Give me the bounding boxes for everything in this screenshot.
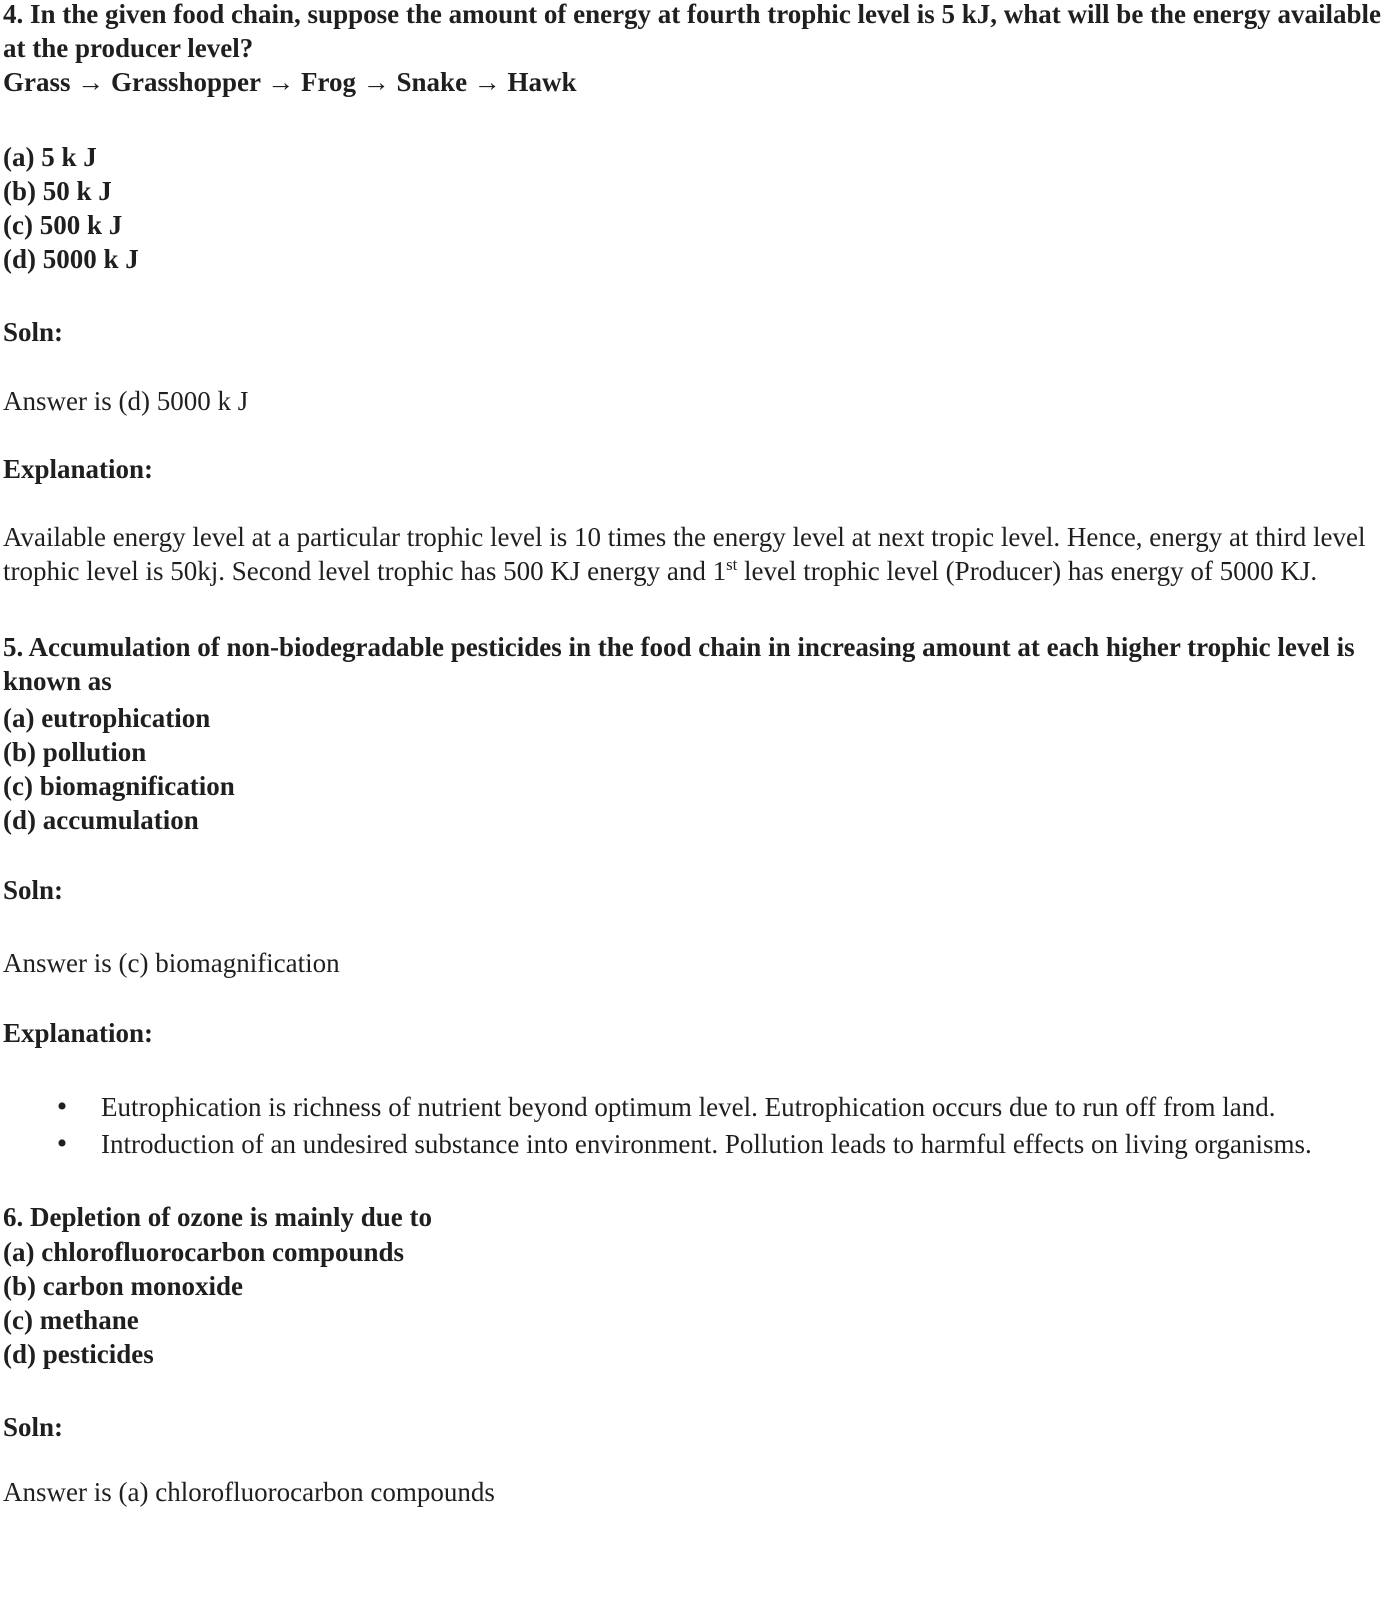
question-4-option-b: (b) 50 k J <box>3 176 112 206</box>
question-5-option-a: (a) eutrophication <box>3 703 211 733</box>
question-5-explanation-label: Explanation: <box>3 1018 154 1048</box>
question-4-heading: 4. In the given food chain, suppose the amount of energy at fourth trophic level is 5 kJ, what will be the energy available at the producer level? <box>3 0 1382 63</box>
question-6-option-c: (c) methane <box>3 1305 139 1335</box>
question-4-option-c: (c) 500 k J <box>3 210 123 240</box>
explanation-text-before-superscript: Available energy level at a particular trophic level is 10 times the energy level at next tropic level. Hence, energy at third level trophic level is 50kj. Second level trophic has 500 KJ energy and 1 <box>3 522 1366 586</box>
bullet-list-item <box>3 1090 1381 1124</box>
bullet-icon: • <box>56 1127 68 1160</box>
question-5-option-d: (d) accumulation <box>3 805 199 835</box>
question-5-heading: 5. Accumulation of non-biodegradable pesticides in the food chain in increasing amount at each higher trophic level is known as <box>3 632 1355 696</box>
question-4-explanation-label: Explanation: <box>3 454 154 484</box>
question-6-option-a: (a) chlorofluorocarbon compounds <box>3 1237 405 1267</box>
question-6-options <box>3 1235 1381 1371</box>
question-4-option-a: (a) 5 k J <box>3 142 97 172</box>
question-4-explanation-paragraph <box>3 520 1381 588</box>
question-5-answer: Answer is (c) biomagnification <box>3 948 340 978</box>
ordinal-superscript: st <box>726 555 738 574</box>
question-5-option-c: (c) biomagnification <box>3 771 235 801</box>
bullet-item-text: Introduction of an undesired substance into environment. Pollution leads to harmful effects on living organisms. <box>101 1129 1312 1159</box>
bullet-icon: • <box>56 1090 68 1123</box>
question-4-food-chain: Grass → Grasshopper → Frog → Snake → Hawk <box>3 67 577 97</box>
question-4-answer: Answer is (d) 5000 k J <box>3 386 249 416</box>
question-5-soln-label: Soln: <box>3 875 64 905</box>
bullet-list-item <box>3 1127 1381 1161</box>
question-5-explanation-bullets <box>3 1090 1381 1161</box>
question-4-soln-label: Soln: <box>3 317 64 347</box>
question-6-heading: 6. Depletion of ozone is mainly due to <box>3 1202 432 1232</box>
question-6-option-d: (d) pesticides <box>3 1339 154 1369</box>
question-5-option-b: (b) pollution <box>3 737 147 767</box>
question-4-options <box>3 140 1381 276</box>
question-5-options <box>3 701 1381 837</box>
explanation-text-after-superscript: level trophic level (Producer) has energy of 5000 KJ. <box>737 556 1318 586</box>
question-6-option-b: (b) carbon monoxide <box>3 1271 244 1301</box>
question-4-option-d: (d) 5000 k J <box>3 244 139 274</box>
question-6-soln-label: Soln: <box>3 1412 64 1442</box>
bullet-item-text: Eutrophication is richness of nutrient beyond optimum level. Eutrophication occurs due to run off from land. <box>101 1092 1276 1122</box>
question-6-answer: Answer is (a) chlorofluorocarbon compounds <box>3 1477 495 1507</box>
